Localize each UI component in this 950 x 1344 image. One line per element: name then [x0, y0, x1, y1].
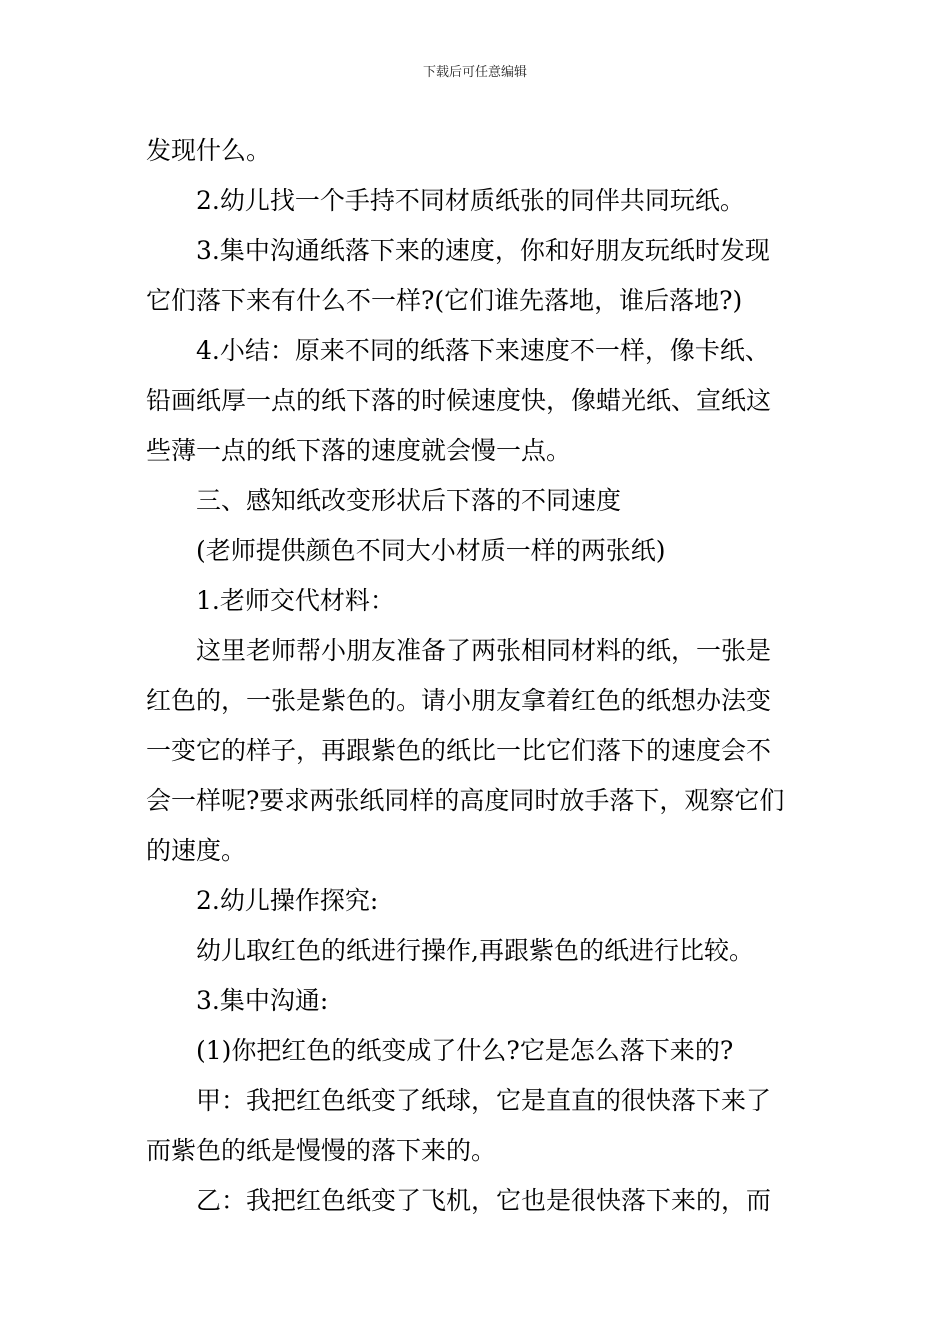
text-line: 些薄一点的纸下落的速度就会慢一点。	[146, 436, 572, 465]
text-line: 它们落下来有什么不一样?(它们谁先落地，谁后落地?)	[146, 286, 743, 315]
text-line: 2.幼儿操作探究:	[196, 886, 379, 915]
text-line: 3.集中沟通:	[196, 986, 329, 1015]
text-line: (老师提供颜色不同大小材质一样的两张纸)	[196, 536, 666, 565]
document-body	[146, 126, 806, 1226]
text-line: 发现什么。	[146, 136, 272, 165]
text-line: 红色的，一张是紫色的。请小朋友拿着红色的纸想办法变	[146, 686, 772, 715]
text-line: 这里老师帮小朋友准备了两张相同材料的纸，一张是	[196, 636, 772, 665]
section-heading: 三、感知纸改变形状后下落的不同速度	[196, 486, 622, 515]
text-line: 一变它的样子，再跟紫色的纸比一比它们落下的速度会不	[146, 736, 772, 765]
text-line: 幼儿取红色的纸进行操作,再跟紫色的纸进行比较。	[196, 936, 754, 965]
text-line: (1)你把红色的纸变成了什么?它是怎么落下来的?	[196, 1036, 734, 1065]
text-line: 甲：我把红色纸变了纸球，它是直直的很快落下来了	[196, 1086, 772, 1115]
text-line: 3.集中沟通纸落下来的速度，你和好朋友玩纸时发现	[196, 236, 770, 265]
text-line: 2.幼儿找一个手持不同材质纸张的同伴共同玩纸。	[196, 186, 745, 215]
text-line: 4.小结：原来不同的纸落下来速度不一样，像卡纸、	[196, 336, 770, 365]
page-header: 下载后可任意编辑	[422, 65, 527, 80]
text-line: 而紫色的纸是慢慢的落下来的。	[146, 1136, 497, 1165]
text-line: 会一样呢?要求两张纸同样的高度同时放手落下，观察它们	[146, 786, 785, 815]
text-line: 1.老师交代材料：	[196, 586, 395, 615]
text-line: 乙：我把红色纸变了飞机，它也是很快落下来的，而	[196, 1186, 772, 1215]
text-line: 的速度。	[146, 836, 247, 865]
text-line: 铅画纸厚一点的纸下落的时候速度快，像蜡光纸、宣纸这	[146, 386, 772, 415]
